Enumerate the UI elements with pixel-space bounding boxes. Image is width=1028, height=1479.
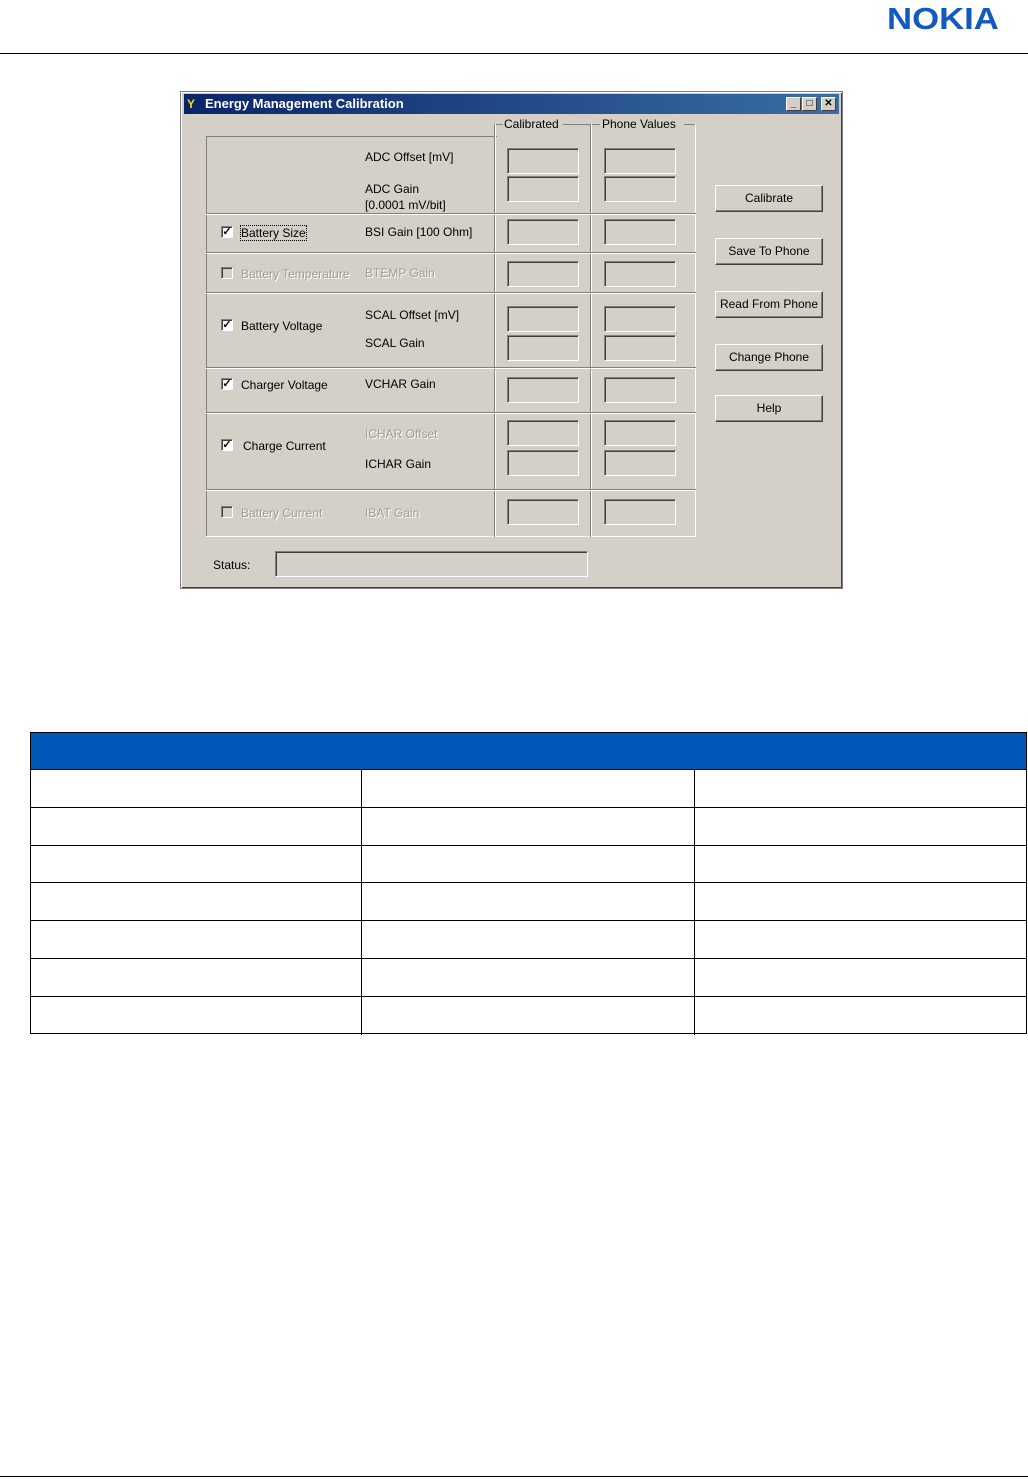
table-cell [362, 997, 695, 1035]
table-cell [31, 846, 362, 884]
table-cell [362, 770, 695, 808]
vchar-gain-label: VCHAR Gain [365, 377, 436, 391]
table-cell [362, 808, 695, 846]
phone-frame-top-a [592, 124, 600, 125]
save-to-phone-button[interactable]: Save To Phone [715, 238, 823, 265]
table-cell [695, 770, 1026, 808]
ichar-offset-label: ICHAR Offset [365, 427, 438, 441]
table-cell [695, 997, 1026, 1035]
btemp-gain-calibrated-field[interactable] [507, 261, 579, 287]
panel-bottom-border [206, 536, 696, 537]
data-table [30, 732, 1027, 1034]
table-cell [362, 959, 695, 997]
row-separator [206, 252, 696, 254]
btemp-gain-phone-field[interactable] [604, 261, 676, 287]
table-row [31, 808, 1026, 846]
adc-offset-calibrated-field[interactable] [507, 148, 579, 174]
battery-size-checkbox[interactable]: ✓ [222, 226, 232, 238]
panel-top-border [206, 136, 497, 137]
bsi-gain-phone-field[interactable] [604, 219, 676, 245]
table-cell [362, 883, 695, 921]
table-cell [31, 997, 362, 1035]
table-cell [31, 808, 362, 846]
ichar-gain-calibrated-field[interactable] [507, 450, 579, 476]
charger-voltage-checkbox[interactable]: ✓ [222, 378, 232, 390]
table-cell [31, 770, 362, 808]
calibrated-frame-top-b [563, 124, 591, 125]
ichar-gain-phone-field[interactable] [604, 450, 676, 476]
battery-temperature-checkbox[interactable] [221, 267, 233, 279]
adc-gain-unit-label: [0.0001 mV/bit] [365, 198, 446, 212]
scal-offset-label: SCAL Offset [mV] [365, 308, 460, 322]
table-cell [695, 846, 1026, 884]
vchar-gain-phone-field[interactable] [604, 377, 676, 403]
table-cell [31, 959, 362, 997]
scal-gain-calibrated-field[interactable] [507, 335, 579, 361]
table-row [31, 997, 1026, 1035]
table-cell [695, 921, 1026, 959]
scal-gain-label: SCAL Gain [365, 336, 425, 350]
bsi-gain-calibrated-field[interactable] [507, 219, 579, 245]
column-divider-mid [590, 124, 592, 537]
change-phone-button[interactable]: Change Phone [715, 344, 823, 371]
row-separator [206, 412, 696, 414]
title-bar[interactable] [184, 94, 839, 114]
nokia-logo: NOKIA [887, 1, 999, 36]
minimize-button[interactable]: _ [786, 97, 801, 111]
table-row [31, 959, 1026, 997]
battery-current-checkbox[interactable] [221, 506, 233, 518]
ibat-gain-label: IBAT Gain [365, 506, 420, 520]
battery-temperature-label: Battery Temperature [241, 267, 350, 281]
calibrate-button[interactable]: Calibrate [715, 185, 823, 212]
table-cell [695, 808, 1026, 846]
battery-voltage-label[interactable]: Battery Voltage [241, 319, 323, 333]
battery-current-label: Battery Current [241, 506, 323, 520]
close-button[interactable]: ✕ [821, 97, 836, 111]
column-divider-left [494, 124, 496, 537]
charger-voltage-label[interactable]: Charger Voltage [241, 378, 328, 392]
charge-current-label[interactable]: Charge Current [243, 439, 326, 453]
calibrated-frame-top-a [496, 124, 503, 125]
status-field [275, 551, 588, 577]
phone-values-header: Phone Values [602, 117, 676, 131]
ichar-offset-calibrated-field[interactable] [507, 420, 579, 446]
read-from-phone-button[interactable]: Read From Phone [715, 291, 823, 318]
row-separator [206, 213, 696, 215]
table-row [31, 770, 1026, 808]
row-separator [206, 489, 696, 491]
adc-gain-phone-field[interactable] [604, 176, 676, 202]
status-label: Status: [213, 558, 251, 572]
adc-gain-label: ADC Gain [365, 182, 420, 196]
adc-offset-label: ADC Offset [mV] [365, 150, 454, 164]
table-cell [31, 921, 362, 959]
panel-right-border [695, 124, 696, 537]
btemp-gain-label: BTEMP Gain [365, 266, 435, 280]
charge-current-checkbox[interactable]: ✓ [222, 439, 232, 451]
phone-frame-top-b [684, 124, 695, 125]
table-cell [362, 921, 695, 959]
header-rule [0, 53, 1028, 54]
calibrated-header: Calibrated [504, 117, 559, 131]
adc-offset-phone-field[interactable] [604, 148, 676, 174]
vchar-gain-calibrated-field[interactable] [507, 377, 579, 403]
energy-management-dialog [180, 91, 843, 589]
table-row [31, 883, 1026, 921]
bsi-gain-label: BSI Gain [100 Ohm] [365, 225, 473, 239]
row-separator [206, 292, 696, 294]
panel-left-border [206, 136, 207, 536]
scal-offset-phone-field[interactable] [604, 306, 676, 332]
table-cell [362, 846, 695, 884]
battery-size-label[interactable]: Battery Size [241, 226, 306, 240]
ichar-gain-label: ICHAR Gain [365, 457, 432, 471]
table-cell [695, 959, 1026, 997]
scal-gain-phone-field[interactable] [604, 335, 676, 361]
table-row [31, 921, 1026, 959]
app-icon: Y [187, 97, 196, 111]
table-row [31, 846, 1026, 884]
maximize-button[interactable]: □ [802, 97, 817, 111]
ichar-offset-phone-field[interactable] [604, 420, 676, 446]
adc-gain-calibrated-field[interactable] [507, 176, 579, 202]
ibat-gain-phone-field[interactable] [604, 499, 676, 525]
table-header [31, 733, 1026, 770]
row-separator [206, 367, 696, 369]
battery-voltage-checkbox[interactable]: ✓ [222, 319, 232, 331]
table-cell [31, 883, 362, 921]
ibat-gain-calibrated-field[interactable] [507, 499, 579, 525]
scal-offset-calibrated-field[interactable] [507, 306, 579, 332]
help-button[interactable]: Help [715, 395, 823, 422]
footer-rule [0, 1476, 1028, 1477]
table-cell [695, 883, 1026, 921]
window-title: Energy Management Calibration [205, 96, 404, 111]
